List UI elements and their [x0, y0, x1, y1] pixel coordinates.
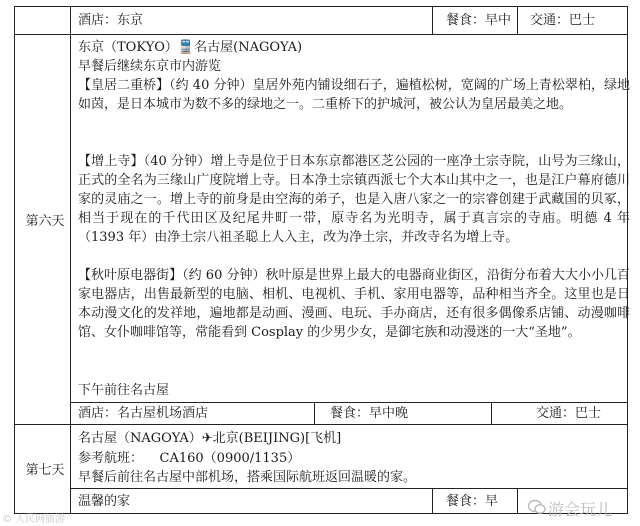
day6-route: 东京（TOKYO）🚆名古屋(NAGOYA)	[78, 40, 303, 55]
rule	[70, 6, 71, 513]
meals-cell: 餐食：早中	[446, 13, 512, 28]
transport-cell: 交通：巴士	[530, 13, 596, 28]
rule	[517, 488, 518, 513]
hotel-cell: 酒店：名古屋机场酒店	[78, 406, 209, 421]
watermark-right: 游会玩儿	[548, 500, 613, 519]
rule	[517, 6, 518, 34]
day7-description: 早餐后前往名古屋中部机场，搭乘国际航班返回温暖的家。	[78, 470, 417, 485]
rule	[14, 6, 15, 513]
watermark-left: © 人民网旅游	[2, 514, 66, 525]
transport-cell: 交通：巴士	[536, 406, 602, 421]
day6-paragraph-akihabara: 【秋叶原电器街】（约 60 分钟）秋叶原是世界上最大的电器商业街区，沿街分布着大大小小几百家电器店，出售最新型的电脑、相机、电视机、手机、家用电器等，品种相当齐全。这里也是日本动漫文化的发祥地，遍地都是动画、漫画、电玩、手办商店，还有很多偶像系店铺、动漫咖啡馆、女仆咖啡馆等，常能看到 Cosplay 的少男少女，是御宅族和动漫迷的一大“圣地”。	[78, 268, 630, 340]
day7-route: 名古屋（NAGOYA）✈北京(BEIJING)[飞机]	[78, 431, 342, 446]
rule	[14, 424, 628, 425]
day-label-6: 第六天	[25, 214, 65, 229]
meals-cell: 餐食：早中晚	[330, 406, 409, 421]
rule	[70, 488, 628, 489]
rule	[432, 488, 433, 513]
day6-afternoon: 下午前往名古屋	[78, 383, 170, 398]
rule	[491, 402, 492, 424]
rule	[432, 6, 433, 34]
day6-intro: 早餐后继续东京市内游览	[78, 59, 222, 74]
day-label-7: 第七天	[25, 463, 65, 478]
rule	[70, 402, 628, 403]
chat-bubble-icon	[528, 499, 546, 515]
day6-paragraph-imperial-palace: 【皇居二重桥】（约 40 分钟）皇居外苑内铺设细石子，遍植松树，宽阔的广场上青松翠柏，绿地如茵，是日本城市为数不多的绿地之一。二重桥下的护城河，被公认为皇居最美之地。	[78, 78, 630, 112]
hotel-cell: 温馨的家	[78, 494, 131, 509]
day6-paragraph-zojoji: 【增上寺】（40 分钟）增上寺是位于日本东京都港区芝公园的一座净土宗寺院，山号为三缘山，正式的全名为三缘山广度院增上寺。日本净土宗镇西派七个大本山其中之一，也是江户幕府德川家的灵庙之一。增上寺的前身是由空海的弟子，也是入唐八家之一的宗睿创建于武藏国的贝冢，相当于现在的千代田区及纪尾井町一带，原寺名为光明寺，属于真言宗的寺庙。明德 4 年（1393 年）由净土宗八祖圣聪上人入主，改为净土宗，并改寺名为增上寺。	[78, 154, 630, 245]
rule	[14, 34, 628, 35]
meals-cell: 餐食：早	[446, 494, 499, 509]
rule	[314, 402, 315, 424]
day7-flight: 参考航班： CA160（0900/1135）	[78, 451, 301, 466]
hotel-cell: 酒店：东京	[78, 13, 144, 28]
rule	[14, 6, 628, 7]
